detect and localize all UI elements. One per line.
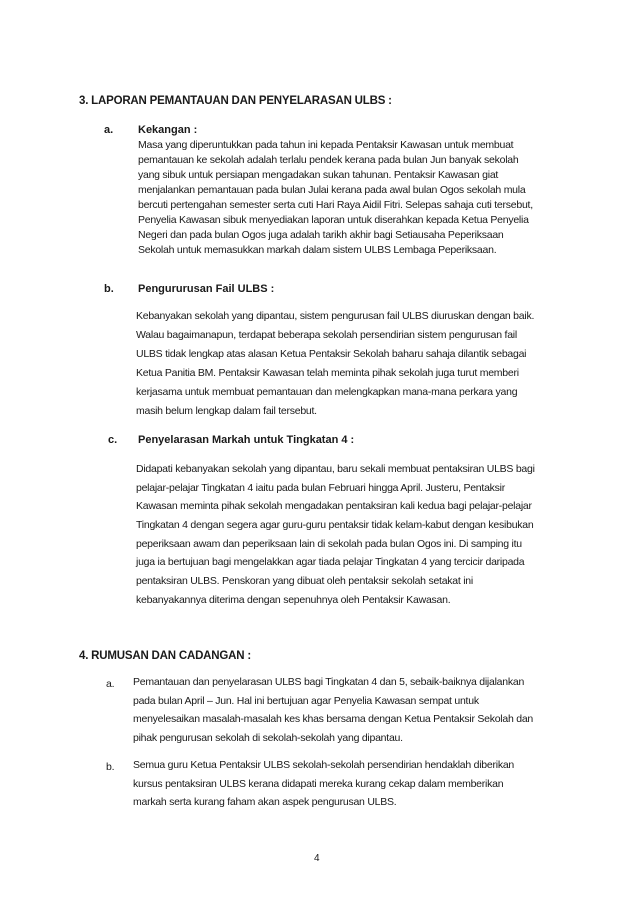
paragraph-line: pentaksiran ULBS. Penskoran yang dibuat oleh pentaksir sekolah setakat ini — [136, 575, 473, 588]
paragraph-line: Penyelia Kawasan sibuk menyediakan laporan untuk diserahkan kepada Ketua Penyelia — [138, 214, 529, 226]
paragraph-line: Kawasan meminta pihak sekolah mengadakan pentaksiran kali kedua bagi pelajar-pelajar — [136, 500, 532, 513]
section-3b-title: Pengururusan Fail ULBS : — [138, 283, 275, 295]
section-4a-paragraph — [133, 673, 533, 748]
paragraph-line: Ketua Panitia BM. Pentaksir Kawasan telah meminta pihak sekolah juga turut memberi — [136, 367, 519, 379]
paragraph-line: Sekolah untuk memasukkan markah dalam sistem ULBS Lembaga Peperiksaan. — [138, 244, 497, 256]
paragraph-line: Walau bagaimanapun, terdapat beberapa sekolah persendirian sistem pengurusan fail — [136, 329, 517, 341]
paragraph-line: Masa yang diperuntukkan pada tahun ini kepada Pentaksir Kawasan untuk membuat — [138, 139, 514, 151]
page-number: 4 — [314, 853, 320, 864]
paragraph-line: yang sibuk untuk persiapan mengadakan sukan tahunan. Pentaksir Kawasan giat — [138, 169, 499, 181]
section-3c-paragraph — [136, 460, 535, 610]
paragraph-line: masih belum lengkap dalam fail tersebut. — [136, 405, 317, 417]
paragraph-line: menyelesaikan masalah-masalah kes khas bersama dengan Ketua Pentaksir Sekolah dan — [133, 713, 533, 726]
section-3a-paragraph — [138, 138, 533, 258]
section-4b-paragraph — [133, 756, 514, 812]
section-4-heading: 4. RUMUSAN DAN CADANGAN : — [79, 650, 251, 662]
section-3-heading: 3. LAPORAN PEMANTAUAN DAN PENYELARASAN ULBS : — [79, 95, 392, 107]
section-3b-marker: b. — [104, 283, 114, 295]
section-3b-paragraph — [136, 307, 534, 421]
section-3c-marker: c. — [108, 434, 118, 446]
paragraph-line: kursus pentaksiran ULBS kerana didapati mereka kurang cekap dalam memberikan — [133, 777, 504, 790]
paragraph-line: juga ia bertujuan bagi mengelakkan agar tiada pelajar Tingkatan 4 yang tercicir daripada — [136, 556, 525, 569]
paragraph-line: menjalankan pemantauan pada bulan Julai kerana pada awal bulan Ogos sekolah mula — [138, 184, 526, 196]
paragraph-line: bercuti pertengahan semester serta cuti Hari Raya Aidil Fitri. Selepas sahaja cuti tersebut, — [138, 199, 533, 211]
paragraph-line: peperiksaan awam dan peperiksaan lain di sekolah pada bulan Ogos ini. Di samping itu — [136, 537, 522, 550]
section-3a-title: Kekangan : — [138, 124, 198, 136]
paragraph-line: ULBS tidak lengkap atas alasan Ketua Pentaksir Sekolah baharu sahaja dilantik sebagai — [136, 348, 527, 360]
section-3a-marker: a. — [104, 124, 114, 136]
section-3c-title: Penyelarasan Markah untuk Tingkatan 4 : — [138, 434, 355, 446]
paragraph-line: kerjasama untuk membuat pemantauan dan melengkapkan mana-mana perkara yang — [136, 386, 518, 398]
paragraph-line: markah serta kurang faham akan aspek pengurusan ULBS. — [133, 796, 397, 809]
paragraph-line: pada bulan April – Jun. Hal ini bertujuan agar Penyelia Kawasan sempat untuk — [133, 694, 479, 707]
section-4a-marker: a. — [106, 678, 115, 690]
paragraph-line: Semua guru Ketua Pentaksir ULBS sekolah-sekolah persendirian hendaklah diberikan — [133, 759, 514, 771]
paragraph-line: Tingkatan 4 dengan segera agar guru-guru pentaksir tidak kelam-kabut dengan kesibukan — [136, 519, 534, 532]
section-4b-marker: b. — [106, 761, 115, 773]
paragraph-line: pihak pengurusan sekolah di sekolah-sekolah yang dipantau. — [133, 732, 403, 745]
paragraph-line: Didapati kebanyakan sekolah yang dipantau, baru sekali membuat pentaksiran ULBS bagi — [136, 463, 535, 475]
paragraph-line: pemantauan ke sekolah adalah terlalu pendek kerana pada bulan Jun banyak sekolah — [138, 154, 519, 166]
paragraph-line: Negeri dan pada bulan Ogos juga adalah tarikh akhir bagi Setiausaha Peperiksaan — [138, 229, 504, 241]
paragraph-line: Kebanyakan sekolah yang dipantau, sistem pengurusan fail ULBS diuruskan dengan baik. — [136, 310, 535, 322]
paragraph-line: pelajar-pelajar Tingkatan 4 iaitu pada bulan Februari hingga April. Justeru, Pentaksir — [136, 481, 505, 494]
paragraph-line: Pemantauan dan penyelarasan ULBS bagi Tingkatan 4 dan 5, sebaik-baiknya dijalankan — [133, 676, 525, 688]
paragraph-line: kebanyakannya diterima dengan sepenuhnya oleh Pentaksir Kawasan. — [136, 593, 451, 606]
